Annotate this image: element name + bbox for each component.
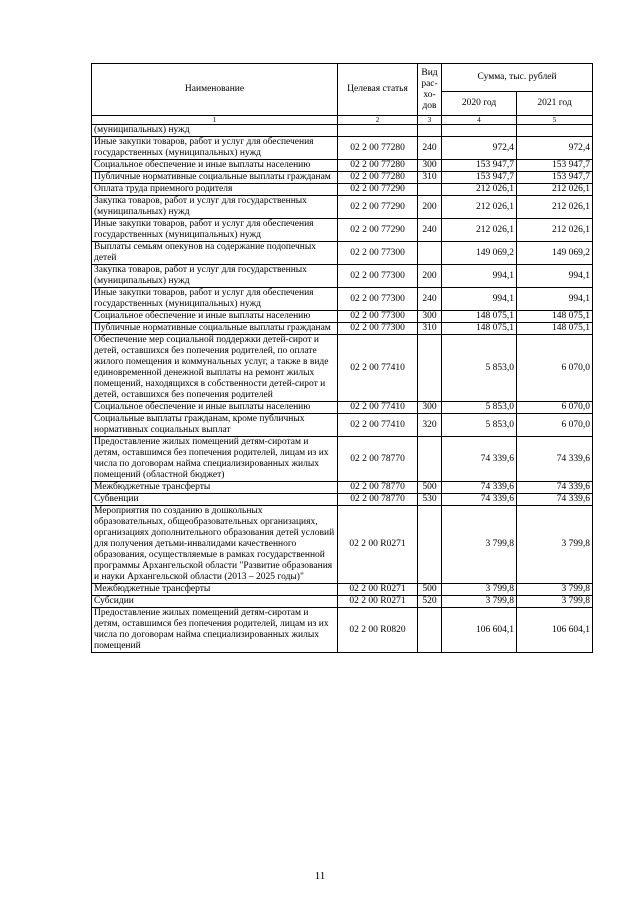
row-amount-2020: 212 026,1 — [442, 184, 517, 196]
row-expense-kind — [418, 608, 442, 653]
row-target-code: 02 2 00 77290 — [338, 184, 418, 196]
row-name: Закупка товаров, работ и услуг для государственных (муниципальных) нужд — [92, 196, 338, 219]
row-target-code: 02 2 00 R0271 — [338, 596, 418, 608]
row-target-code: 02 2 00 77280 — [338, 137, 418, 160]
row-amount-2020: 106 604,1 — [442, 608, 517, 653]
row-name: Межбюджетные трансферты — [92, 584, 338, 596]
row-expense-kind — [418, 335, 442, 402]
row-name: Межбюджетные трансферты — [92, 482, 338, 494]
row-expense-kind: 240 — [418, 137, 442, 160]
row-amount-2021: 74 339,6 — [517, 437, 593, 482]
row-target-code: 02 2 00 77300 — [338, 242, 418, 265]
row-amount-2021: 212 026,1 — [517, 196, 593, 219]
row-target-code: 02 2 00 77300 — [338, 323, 418, 335]
row-amount-2020: 212 026,1 — [442, 196, 517, 219]
row-expense-kind: 200 — [418, 265, 442, 288]
row-amount-2020: 972,4 — [442, 137, 517, 160]
row-name: Социальное обеспечение и иные выплаты населению — [92, 402, 338, 414]
row-amount-2020: 3 799,8 — [442, 506, 517, 584]
row-amount-2020: 149 069,2 — [442, 242, 517, 265]
header-name: Наименование — [92, 64, 338, 116]
row-name: Социальное обеспечение и иные выплаты населению — [92, 311, 338, 323]
row-amount-2020 — [442, 125, 517, 137]
row-name: Иные закупки товаров, работ и услуг для обеспечения государственных (муниципальных) нужд — [92, 219, 338, 242]
row-amount-2021: 148 075,1 — [517, 323, 593, 335]
row-amount-2021: 106 604,1 — [517, 608, 593, 653]
row-name: Субвенции — [92, 494, 338, 506]
row-amount-2020: 994,1 — [442, 288, 517, 311]
row-expense-kind: 310 — [418, 323, 442, 335]
header-sum: Сумма, тыс. рублей — [442, 64, 593, 92]
row-amount-2021: 74 339,6 — [517, 482, 593, 494]
index-cell: 2 — [338, 116, 418, 125]
row-name: Мероприятия по созданию в дошкольных образовательных, общеобразовательных организациях, организациях дополнительного образования детей условий для получения детьми-инвалидами качественного образования, осуществляемые в рамках государственной программы Архангельской области "Развитие образования и науки Архангельской области (2013 – 2025 годы)" — [92, 506, 338, 584]
row-expense-kind — [418, 184, 442, 196]
index-cell: 4 — [442, 116, 517, 125]
table-row — [92, 335, 593, 402]
row-name: (муниципальных) нужд — [92, 125, 338, 137]
index-cell: 1 — [92, 116, 338, 125]
row-amount-2020: 994,1 — [442, 265, 517, 288]
row-amount-2021: 6 070,0 — [517, 335, 593, 402]
row-name: Публичные нормативные социальные выплаты гражданам — [92, 172, 338, 184]
row-name: Закупка товаров, работ и услуг для государственных (муниципальных) нужд — [92, 265, 338, 288]
row-expense-kind: 530 — [418, 494, 442, 506]
row-target-code: 02 2 00 78770 — [338, 482, 418, 494]
row-amount-2020: 148 075,1 — [442, 311, 517, 323]
header-year-2020: 2020 год — [442, 92, 517, 116]
table-row — [92, 584, 593, 596]
header-year-2021: 2021 год — [517, 92, 593, 116]
table-row — [92, 196, 593, 219]
table-row — [92, 494, 593, 506]
row-expense-kind: 240 — [418, 219, 442, 242]
table-row — [92, 596, 593, 608]
row-amount-2021: 212 026,1 — [517, 219, 593, 242]
row-target-code: 02 2 00 77280 — [338, 160, 418, 172]
row-amount-2020: 74 339,6 — [442, 437, 517, 482]
row-amount-2021: 74 339,6 — [517, 494, 593, 506]
row-amount-2020: 5 853,0 — [442, 414, 517, 437]
table-row — [92, 323, 593, 335]
table-row — [92, 219, 593, 242]
table-row — [92, 160, 593, 172]
budget-table — [91, 63, 593, 653]
row-target-code: 02 2 00 R0820 — [338, 608, 418, 653]
row-amount-2020: 3 799,8 — [442, 596, 517, 608]
row-amount-2021: 994,1 — [517, 288, 593, 311]
table-row — [92, 137, 593, 160]
table-row — [92, 172, 593, 184]
row-name: Предоставление жилых помещений детям-сиротам и детям, оставшимся без попечения родителей, лицам из их числа по договорам найма специализированных жилых помещений (областной бюджет) — [92, 437, 338, 482]
row-amount-2020: 3 799,8 — [442, 584, 517, 596]
row-amount-2021: 3 799,8 — [517, 596, 593, 608]
header-kind: Вид рас- хо- дов — [418, 64, 442, 116]
row-target-code: 02 2 00 77410 — [338, 335, 418, 402]
table-row — [92, 242, 593, 265]
row-amount-2020: 153 947,7 — [442, 172, 517, 184]
table-row — [92, 288, 593, 311]
row-amount-2020: 148 075,1 — [442, 323, 517, 335]
header-row — [92, 64, 593, 92]
row-expense-kind: 300 — [418, 160, 442, 172]
row-amount-2021: 6 070,0 — [517, 402, 593, 414]
row-target-code: 02 2 00 77300 — [338, 265, 418, 288]
row-target-code: 02 2 00 77290 — [338, 219, 418, 242]
row-name: Социальное обеспечение и иные выплаты населению — [92, 160, 338, 172]
table-row — [92, 402, 593, 414]
page-number: 11 — [314, 870, 326, 882]
row-expense-kind — [418, 242, 442, 265]
row-amount-2021 — [517, 125, 593, 137]
row-target-code — [338, 125, 418, 137]
row-expense-kind: 320 — [418, 414, 442, 437]
row-amount-2021: 6 070,0 — [517, 414, 593, 437]
table-row — [92, 125, 593, 137]
row-expense-kind: 240 — [418, 288, 442, 311]
row-target-code: 02 2 00 R0271 — [338, 584, 418, 596]
row-name: Предоставление жилых помещений детям-сиротам и детям, оставшимся без попечения родителей, лицам из их числа по договорам найма специализированных жилых помещений — [92, 608, 338, 653]
row-amount-2021: 3 799,8 — [517, 584, 593, 596]
table-row — [92, 608, 593, 653]
row-amount-2021: 994,1 — [517, 265, 593, 288]
row-name: Оплата труда приемного родителя — [92, 184, 338, 196]
row-target-code: 02 2 00 77300 — [338, 311, 418, 323]
row-amount-2020: 5 853,0 — [442, 402, 517, 414]
row-amount-2021: 149 069,2 — [517, 242, 593, 265]
row-expense-kind: 500 — [418, 584, 442, 596]
table-row — [92, 311, 593, 323]
row-target-code: 02 2 00 78770 — [338, 437, 418, 482]
row-amount-2021: 153 947,7 — [517, 172, 593, 184]
row-target-code: 02 2 00 77300 — [338, 288, 418, 311]
index-cell: 3 — [418, 116, 442, 125]
row-name: Выплаты семьям опекунов на содержание подопечных детей — [92, 242, 338, 265]
row-amount-2021: 3 799,8 — [517, 506, 593, 584]
row-target-code: 02 2 00 78770 — [338, 494, 418, 506]
header-target: Целевая статья — [338, 64, 418, 116]
row-name: Обеспечение мер социальной поддержки детей-сирот и детей, оставшихся без попечения родителей, по оплате жилого помещения и коммунальных услуг, а также в виде единовременной денежной выплаты на ремонт жилых помещений, находящихся в собственности детей-сирот и детей, оставшихся без попечения родителей — [92, 335, 338, 402]
table-row — [92, 482, 593, 494]
row-target-code: 02 2 00 R0271 — [338, 506, 418, 584]
row-target-code: 02 2 00 77410 — [338, 414, 418, 437]
table-row — [92, 414, 593, 437]
row-name: Иные закупки товаров, работ и услуг для обеспечения государственных (муниципальных) нужд — [92, 137, 338, 160]
row-expense-kind — [418, 506, 442, 584]
index-cell: 5 — [517, 116, 593, 125]
row-amount-2021: 212 026,1 — [517, 184, 593, 196]
row-target-code: 02 2 00 77280 — [338, 172, 418, 184]
table-row — [92, 437, 593, 482]
row-expense-kind: 520 — [418, 596, 442, 608]
row-amount-2020: 74 339,6 — [442, 494, 517, 506]
table-row — [92, 184, 593, 196]
row-amount-2021: 972,4 — [517, 137, 593, 160]
row-target-code: 02 2 00 77290 — [338, 196, 418, 219]
row-expense-kind: 300 — [418, 311, 442, 323]
row-name: Иные закупки товаров, работ и услуг для обеспечения государственных (муниципальных) нужд — [92, 288, 338, 311]
row-amount-2020: 5 853,0 — [442, 335, 517, 402]
row-expense-kind: 500 — [418, 482, 442, 494]
row-expense-kind: 310 — [418, 172, 442, 184]
row-expense-kind — [418, 125, 442, 137]
row-expense-kind — [418, 437, 442, 482]
row-name: Социальные выплаты гражданам, кроме публичных нормативных социальных выплат — [92, 414, 338, 437]
table-row — [92, 265, 593, 288]
row-expense-kind: 300 — [418, 402, 442, 414]
row-amount-2020: 74 339,6 — [442, 482, 517, 494]
row-amount-2021: 148 075,1 — [517, 311, 593, 323]
index-row — [92, 116, 593, 125]
row-amount-2020: 212 026,1 — [442, 219, 517, 242]
row-amount-2020: 153 947,7 — [442, 160, 517, 172]
table-row — [92, 506, 593, 584]
row-amount-2021: 153 947,7 — [517, 160, 593, 172]
table-body — [92, 125, 593, 653]
row-target-code: 02 2 00 77410 — [338, 402, 418, 414]
row-name: Публичные нормативные социальные выплаты гражданам — [92, 323, 338, 335]
row-name: Субсидии — [92, 596, 338, 608]
row-expense-kind: 200 — [418, 196, 442, 219]
